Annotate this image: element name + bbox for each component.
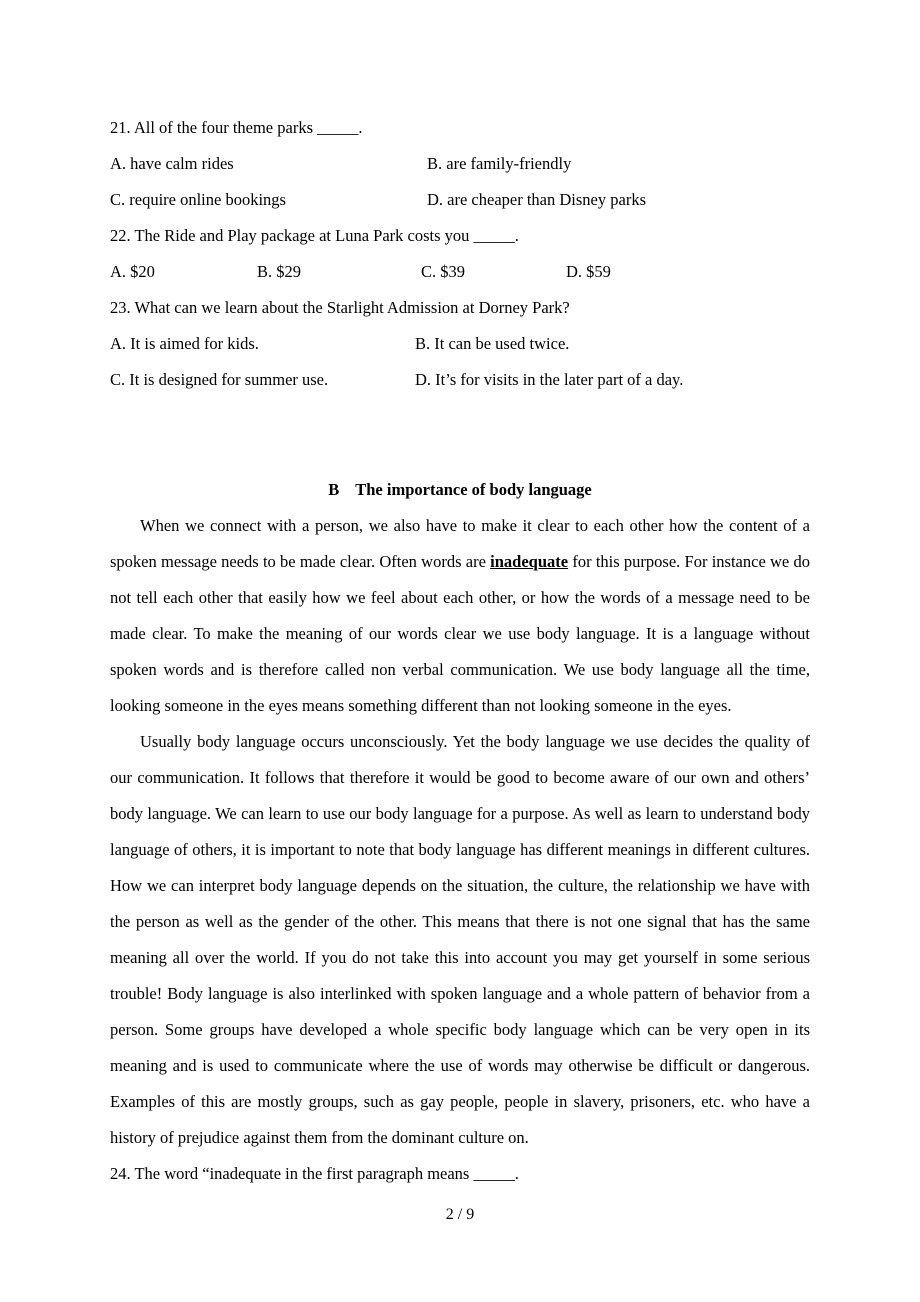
page-content — [110, 110, 810, 1192]
passage-paragraph-2: Usually body language occurs unconsciously. Yet the body language we use decides the quality of our communication. It follows that therefore it would be good to become aware of our own and others’ body language. We can learn to use our body language for a purpose. As well as learn to understand body language of others, it is important to note that body language has different meanings in different cultures. How we can interpret body language depends on the situation, the culture, the relationship we have with the person as well as the gender of the other. This means that there is not one signal that has the same meaning all over the world. If you do not take this into account you may get yourself in some serious trouble! Body language is also interlinked with spoken language and a whole pattern of behavior from a person. Some groups have developed a whole specific body language which can be very open in its meaning and is used to communicate where the use of words may otherwise be difficult or dangerous. Examples of this are mostly groups, such as gay people, people in slavery, prisoners, etc. who have a history of prejudice against them from the dominant culture on. — [110, 732, 810, 1147]
question-23-option-b: B. It can be used twice. — [415, 334, 570, 353]
passage-title: The importance of body language — [355, 480, 592, 499]
passage-section-letter: B — [328, 480, 340, 499]
question-21-option-row-1 — [110, 146, 810, 182]
question-22-option-b: B. $29 — [257, 262, 302, 281]
question-22-option-row — [110, 254, 810, 290]
question-23-option-c: C. It is designed for summer use. — [110, 370, 329, 389]
question-21-option-a: A. have calm rides — [110, 154, 234, 173]
keyword-inadequate: inadequate — [490, 552, 569, 571]
question-21-stem: 21. All of the four theme parks _____. — [110, 118, 363, 137]
question-23-stem: 23. What can we learn about the Starlight Admission at Dorney Park? — [110, 298, 570, 317]
question-22-option-d: D. $59 — [566, 262, 611, 281]
question-22-option-c: C. $39 — [421, 262, 466, 281]
page-number-footer: 2 / 9 — [445, 1206, 475, 1223]
question-21-option-c: C. require online bookings — [110, 190, 286, 209]
question-21 — [110, 110, 810, 218]
paragraph-1-text-after: for this purpose. For instance we do not tell each other that easily how we feel about each other, or how the words of a message need to be made clear. To make the meaning of our words clear we use body language. It is a language without spoken words and is therefore called non verbal communication. We use body language all the time, looking someone in the eyes means something different than not looking someone in the eyes. — [110, 552, 811, 715]
question-23-option-row-1 — [110, 326, 810, 362]
question-21-option-b: B. are family-friendly — [427, 154, 572, 173]
question-23-option-a: A. It is aimed for kids. — [110, 334, 259, 353]
question-21-option-d: D. are cheaper than Disney parks — [427, 190, 646, 209]
question-23-option-row-2 — [110, 362, 810, 398]
question-23-option-d: D. It’s for visits in the later part of a day. — [415, 370, 684, 389]
question-24-stem: 24. The word “inadequate in the first paragraph means _____. — [110, 1164, 519, 1183]
paragraph-1-text-before: When we connect with a person, we also have to make it clear to each other how the content of a spoken message needs to be made clear. Often words are — [110, 516, 810, 571]
question-22-stem: 22. The Ride and Play package at Luna Park costs you _____. — [110, 226, 519, 245]
passage-heading — [110, 472, 810, 508]
passage-paragraph-1 — [110, 508, 810, 724]
question-22 — [110, 218, 810, 290]
question-22-option-a: A. $20 — [110, 262, 155, 281]
question-21-option-row-2 — [110, 182, 810, 218]
question-23 — [110, 290, 810, 398]
